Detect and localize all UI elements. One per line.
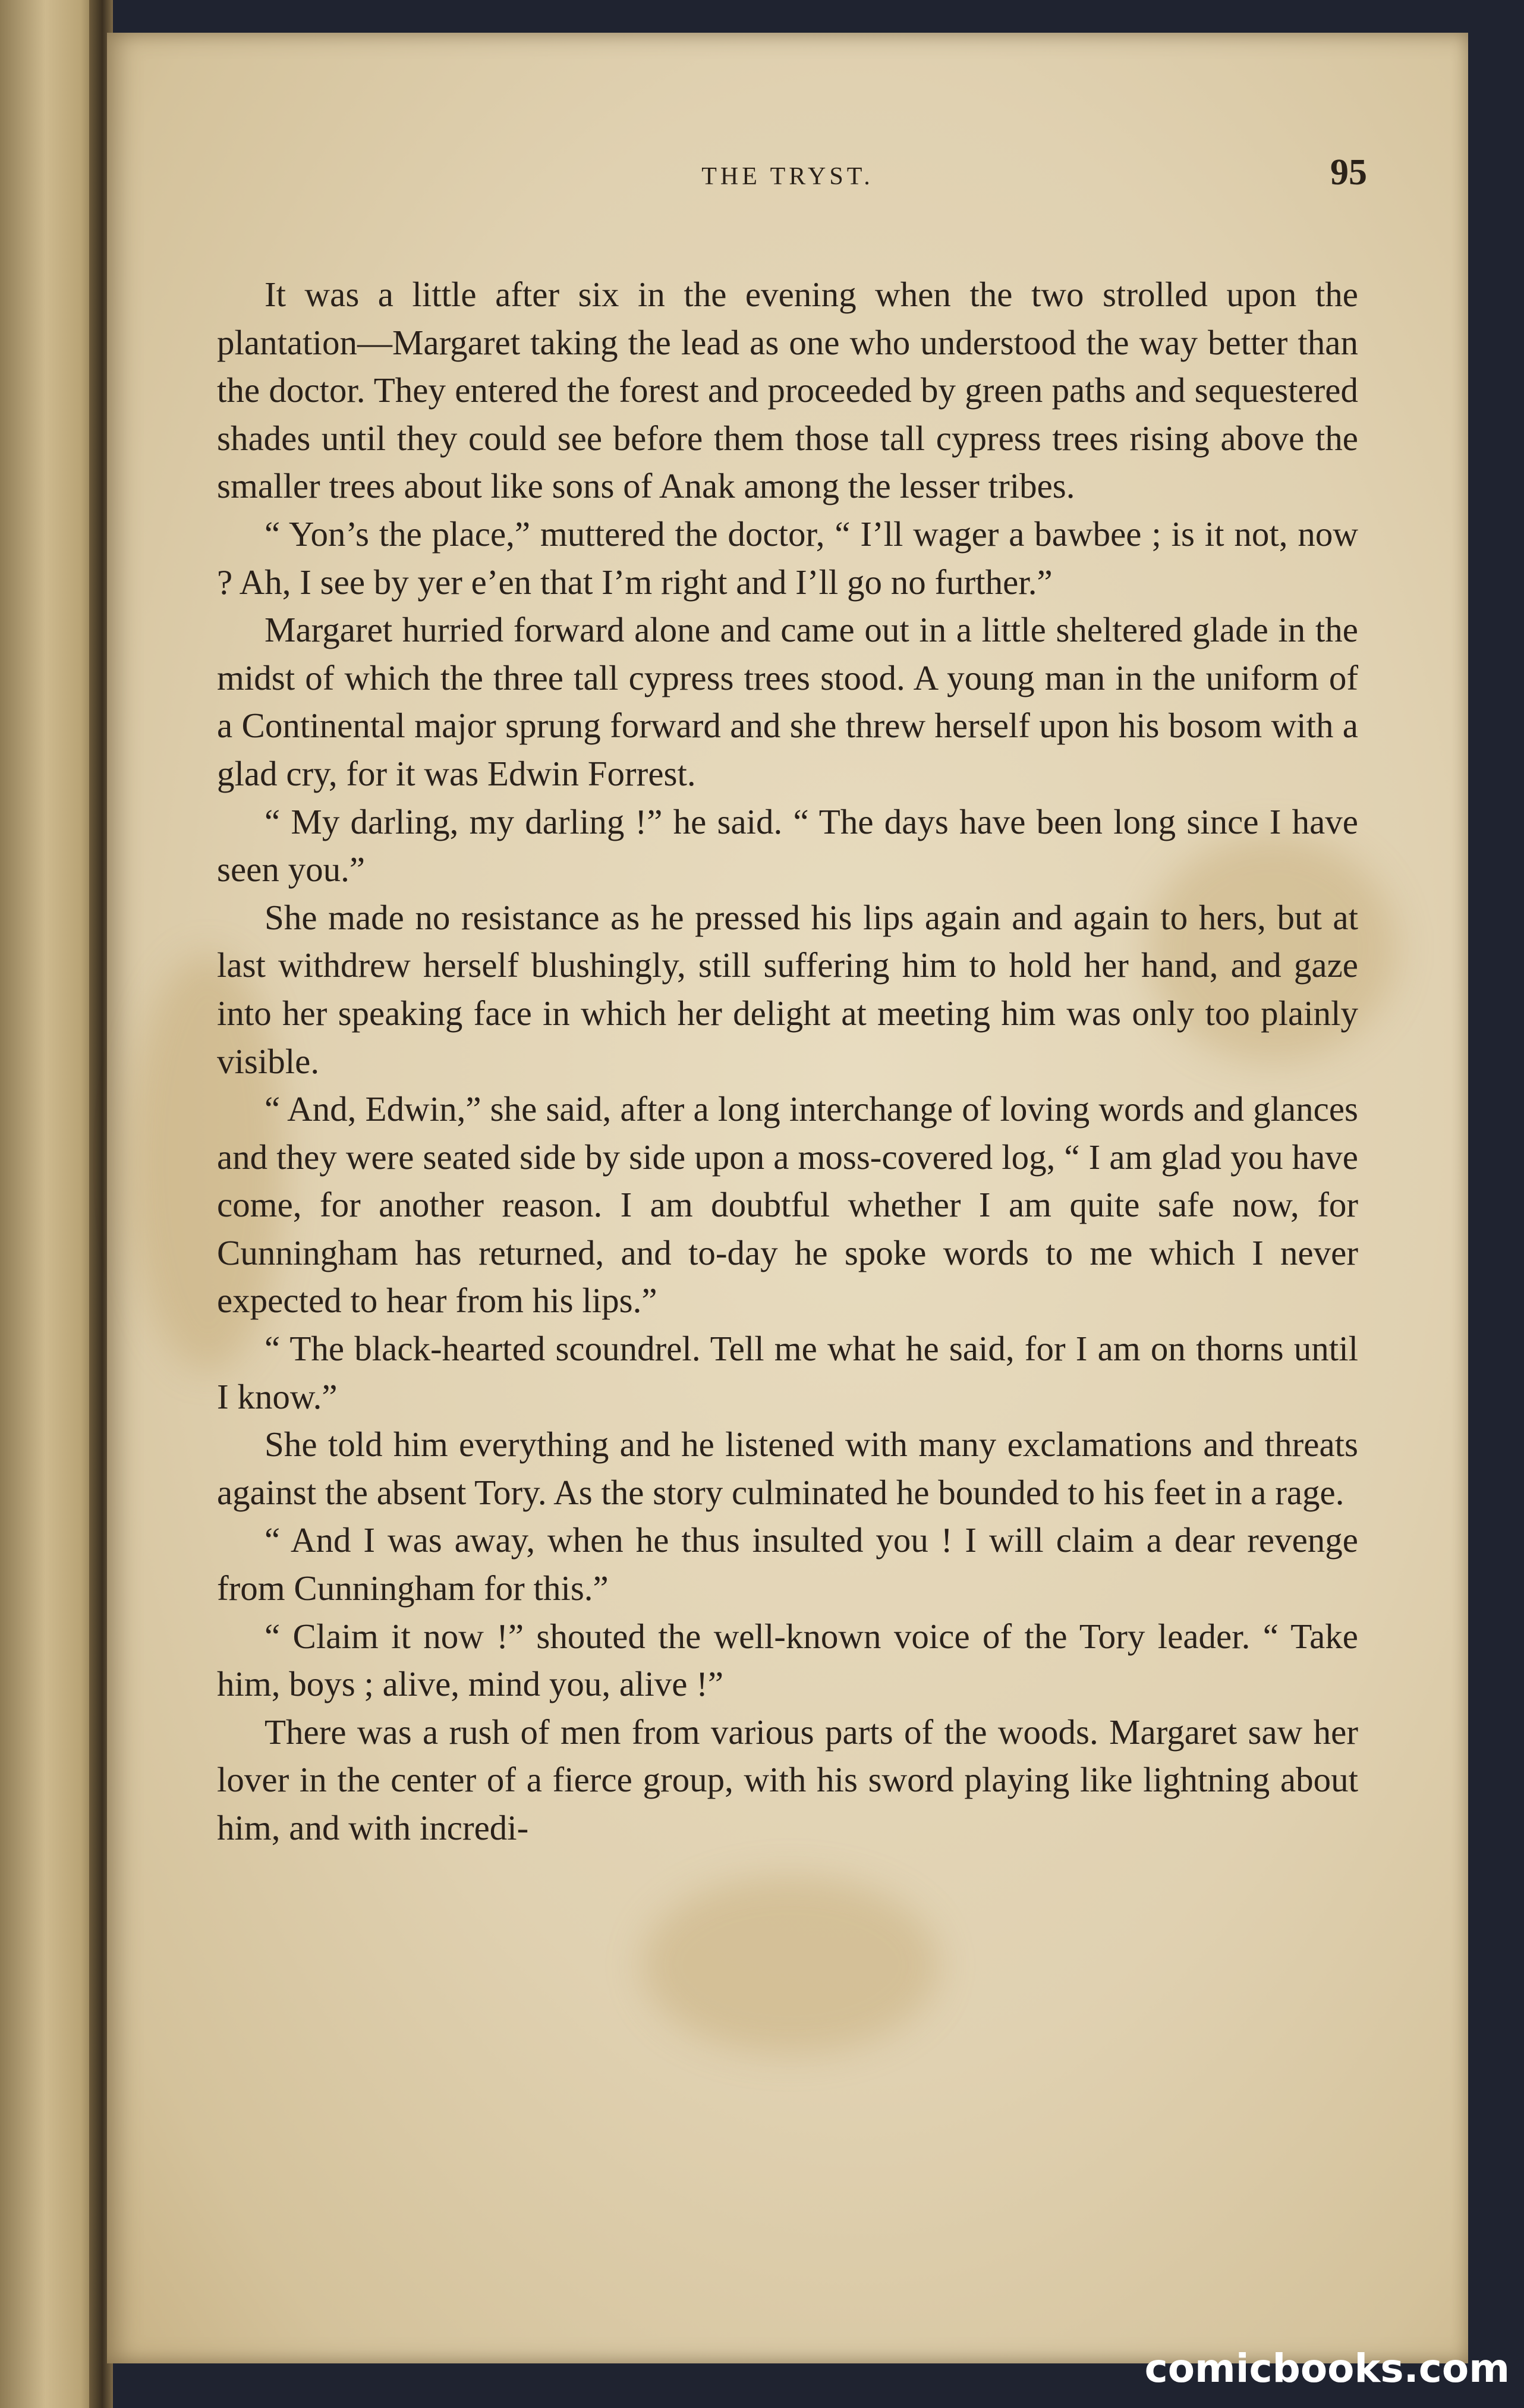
- paragraph: There was a rush of men from various parts of the woods. Margaret saw her lover in the center of a fierce group, with his sword playing like lightning about him, and with incredi-: [217, 1712, 1358, 1847]
- book-page: [107, 33, 1468, 2363]
- paragraph: “ My darling, my darling !” he said. “ The days have been long since I have seen you.”: [217, 801, 1358, 889]
- paragraph: She told him everything and he listened with many exclamations and threats against the absent Tory. As the story culminated he bounded to his feet in a rage.: [217, 1425, 1358, 1512]
- paragraph: “ And, Edwin,” she said, after a long interchange of loving words and glances and they were seated side by side upon a moss-covered log, “ I am glad you have come, for another reason. I am doubtful whether I am quite safe now, for Cunningham has returned, and to-day he spoke words to me which I never expected to hear from his lips.”: [217, 1089, 1358, 1321]
- page-header: [107, 152, 1468, 199]
- paragraph: Margaret hurried forward alone and came out in a little sheltered glade in the midst of which the three tall cypress trees stood. A young man in the uniform of a Continental major sprung forward and she threw herself upon his bosom with a glad cry, for it was Edwin Forrest.: [217, 610, 1358, 793]
- page-number: 95: [1330, 152, 1367, 193]
- body-text: [217, 271, 1358, 1852]
- paper-stain: [642, 1876, 939, 2054]
- paragraph: “ Yon’s the place,” muttered the doctor, “ I’ll wager a bawbee ; is it not, now ? Ah, I see by yer e’en that I’m right and I’ll go no further.”: [217, 514, 1358, 602]
- paragraph: It was a little after six in the evening when the two strolled upon the plantation—Margaret taking the lead as one who understood the way better than the doctor. They entered the forest and proceeded by green paths and sequestered shades until they could see before them those tall cypress trees rising above the smaller trees about like sons of Anak among the lesser tribes.: [217, 275, 1358, 506]
- paragraph: She made no resistance as he pressed his lips again and again to hers, but at last withdrew herself blushingly, still suffering him to hold her hand, and gaze into her speaking face in which her delight at meeting him was only too plainly visible.: [217, 897, 1358, 1081]
- paragraph: “ Claim it now !” shouted the well-known voice of the Tory leader. “ Take him, boys ; alive, mind you, alive !”: [217, 1616, 1358, 1704]
- site-watermark: comicbooks.com: [1144, 2346, 1510, 2391]
- facing-page-edge: [0, 0, 101, 2408]
- paragraph: “ The black-hearted scoundrel. Tell me what he said, for I am on thorns until I know.”: [217, 1329, 1358, 1416]
- running-title: THE TRYST.: [701, 163, 874, 190]
- paragraph: “ And I was away, when he thus insulted you ! I will claim a dear revenge from Cunningham for this.”: [217, 1520, 1358, 1608]
